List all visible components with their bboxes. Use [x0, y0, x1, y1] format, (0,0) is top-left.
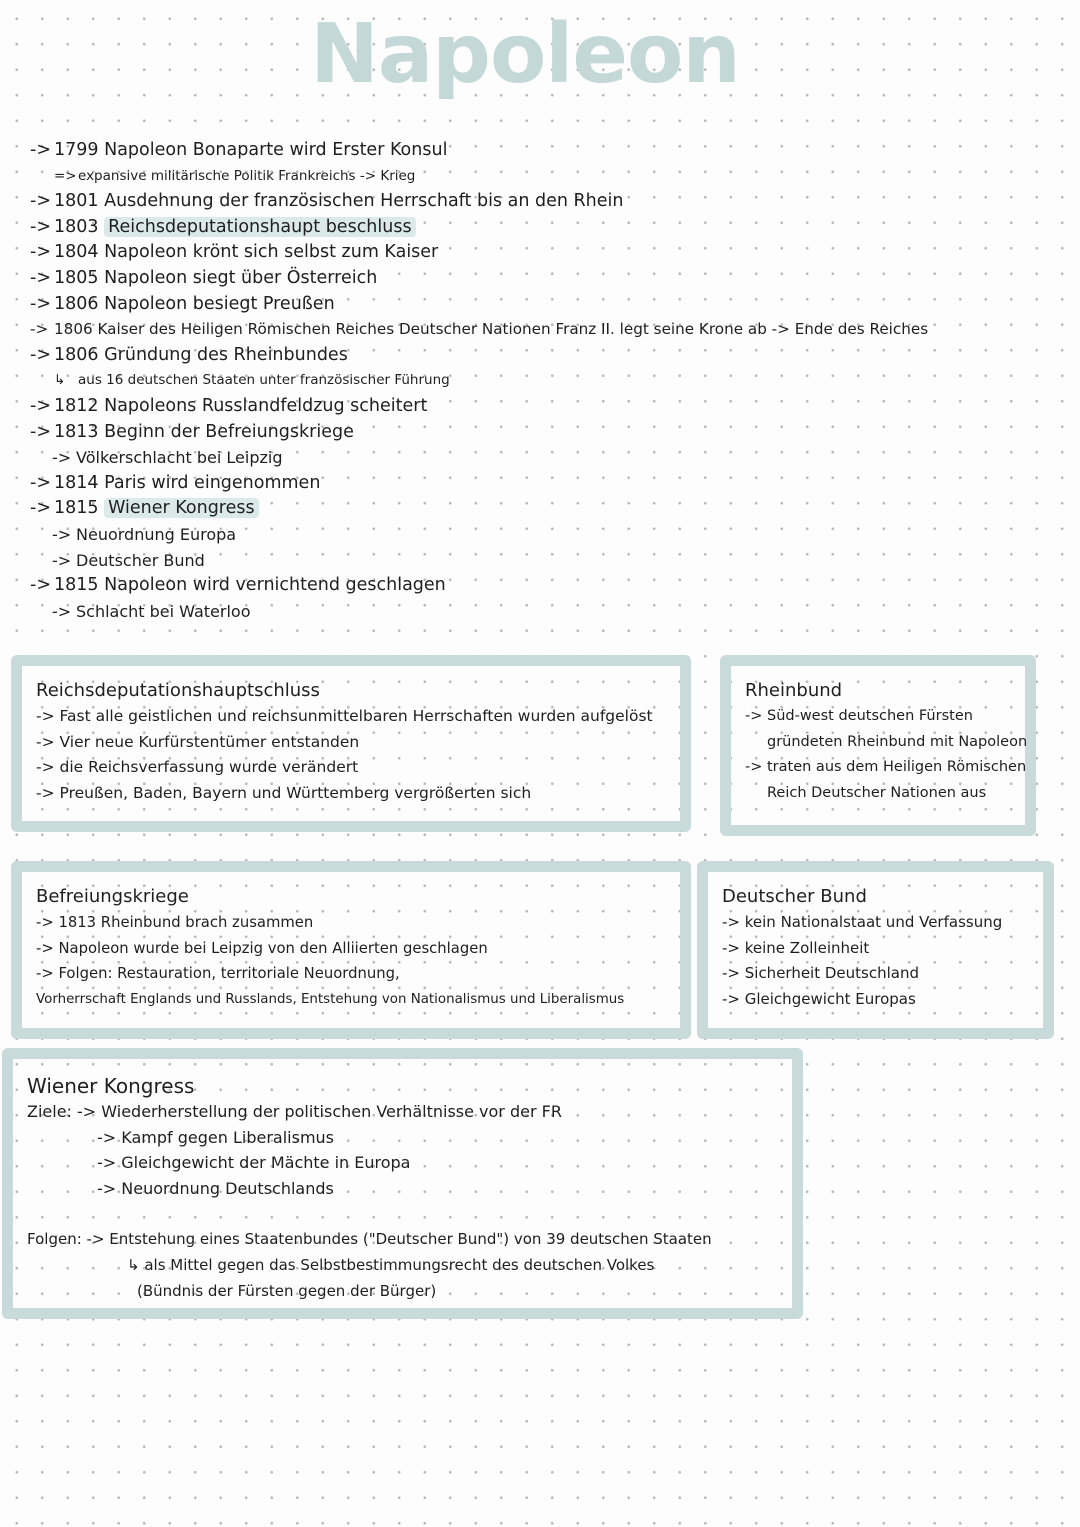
arrow-icon: -> — [30, 575, 51, 596]
folgen-label: Folgen: — [27, 1230, 82, 1249]
list-item: Reich Deutscher Nationen aus — [767, 784, 987, 801]
timeline-item: -> Deutscher Bund — [30, 548, 1050, 574]
arrow-icon: -> — [52, 601, 72, 621]
page-title: Napoleon — [310, 7, 740, 102]
timeline-item: -> 1806 Gründung des Rheinbundes — [30, 343, 1050, 369]
list-item: (Bündnis der Fürsten gegen der Bürger) — [137, 1281, 437, 1300]
arrow-icon: -> — [30, 191, 51, 212]
list-item: -> Napoleon wurde bei Leipzig von den Alliierten geschlagen — [36, 939, 488, 957]
list-item: -> kein Nationalstaat und Verfassung — [722, 913, 1003, 931]
timeline-item: -> Völkerschlacht bei Leipzig — [30, 445, 1050, 471]
list-item: -> Vier neue Kurfürstentümer entstanden — [36, 732, 360, 751]
rheinbund-box — [720, 655, 1036, 836]
list-item: Vorherrschaft Englands und Russlands, Entstehung von Nationalismus und Liberalismus — [36, 991, 625, 1007]
arrow-icon: => — [54, 167, 77, 184]
wiener-kongress-box — [2, 1048, 803, 1319]
arrow-icon: ↳ — [54, 372, 66, 389]
list-item: -> die Reichsverfassung wurde verändert — [36, 758, 359, 777]
arrow-icon: -> — [52, 550, 72, 570]
timeline-item: -> 1801 Ausdehnung der französischen Herrschaft bis an den Rhein — [30, 189, 1050, 215]
arrow-icon: -> — [52, 448, 72, 468]
reichsdeputationshauptschluss-box — [11, 655, 691, 832]
arrow-icon: -> — [30, 498, 51, 519]
arrow-icon: -> — [30, 421, 51, 442]
arrow-icon: -> — [30, 242, 51, 263]
list-item: Ziele: -> Wiederherstellung der politischen Verhältnisse vor der FR — [27, 1102, 562, 1121]
timeline-item: -> 1815 Wiener Kongress — [30, 496, 1050, 522]
list-item: -> Sicherheit Deutschland — [722, 964, 919, 983]
timeline — [30, 138, 1050, 624]
list-item: -> Folgen: Restauration, territoriale Neuordnung, — [36, 965, 400, 983]
timeline-item: -> 1812 Napoleons Russlandfeldzug scheitert — [30, 394, 1050, 420]
box-title: Wiener Kongress — [27, 1074, 195, 1098]
befreiungskriege-box — [11, 861, 691, 1039]
box-title: Reichsdeputationshauptschluss — [36, 680, 320, 701]
arrow-icon: -> — [30, 293, 51, 314]
arrow-icon: -> — [30, 267, 51, 288]
list-item: -> Fast alle geistlichen und reichsunmittelbaren Herrschaften wurden aufgelöst — [36, 707, 653, 725]
timeline-item: -> 1814 Paris wird eingenommen — [30, 471, 1050, 497]
list-item: -> Süd-west deutschen Fürsten — [745, 708, 973, 724]
timeline-item: -> 1815 Napoleon wird vernichtend geschlagen — [30, 573, 1050, 599]
timeline-item: ↳ aus 16 deutschen Staaten unter französischer Führung — [30, 368, 1050, 394]
list-item: -> Neuordnung Deutschlands — [97, 1178, 334, 1198]
timeline-item: -> 1806 Napoleon besiegt Preußen — [30, 292, 1050, 318]
list-item: Folgen: -> Entstehung eines Staatenbundes ("Deutscher Bund") von 39 deutschen Staaten — [27, 1230, 712, 1249]
list-item: -> Gleichgewicht der Mächte in Europa — [97, 1153, 411, 1173]
timeline-item: -> 1803 Reichsdeputationshaupt beschluss — [30, 215, 1050, 241]
timeline-item: =>expansive militärische Politik Frankreichs -> Krieg — [30, 164, 1050, 190]
timeline-item: -> 1806 Kaiser des Heiligen Römischen Reiches Deutscher Nationen Franz II. legt seine Krone ab -> Ende des Reiches — [30, 317, 1050, 343]
list-item: -> Kampf gegen Liberalismus — [97, 1127, 334, 1147]
list-item: -> Gleichgewicht Europas — [722, 989, 916, 1008]
ziele-label: Ziele: — [27, 1102, 72, 1121]
timeline-item: -> 1805 Napoleon siegt über Österreich — [30, 266, 1050, 292]
box-title: Deutscher Bund — [722, 886, 867, 907]
list-item: -> traten aus dem Heiligen Römischen — [745, 759, 1027, 776]
arrow-icon: -> — [30, 472, 51, 493]
timeline-item: -> Schlacht bei Waterloo — [30, 599, 1050, 625]
box-title: Rheinbund — [745, 680, 843, 701]
deutscher-bund-box — [697, 861, 1054, 1039]
list-item: gründeten Rheinbund mit Napoleon — [767, 733, 1028, 750]
arrow-icon: -> — [52, 524, 72, 544]
timeline-item: -> Neuordnung Europa — [30, 522, 1050, 548]
list-item: -> 1813 Rheinbund brach zusammen — [36, 914, 314, 931]
list-item: ↳ als Mittel gegen das Selbstbestimmungsrecht des deutschen Volkes — [127, 1255, 655, 1274]
list-item: -> keine Zolleinheit — [722, 938, 870, 957]
arrow-icon: -> — [30, 344, 51, 365]
arrow-icon: -> — [30, 216, 51, 237]
timeline-item: -> 1799 Napoleon Bonaparte wird Erster Konsul — [30, 138, 1050, 164]
highlight-marker: Wiener Kongress — [104, 498, 259, 518]
highlight-marker: Reichsdeputationshaupt beschluss — [104, 217, 415, 237]
timeline-item: -> 1804 Napoleon krönt sich selbst zum Kaiser — [30, 240, 1050, 266]
list-item: -> Preußen, Baden, Bayern und Württemberg vergrößerten sich — [36, 783, 532, 802]
arrow-icon: -> — [30, 320, 49, 339]
arrow-icon: -> — [30, 140, 51, 160]
timeline-item: -> 1813 Beginn der Befreiungskriege — [30, 420, 1050, 446]
box-title: Befreiungskriege — [36, 886, 189, 907]
arrow-icon: -> — [30, 395, 51, 416]
